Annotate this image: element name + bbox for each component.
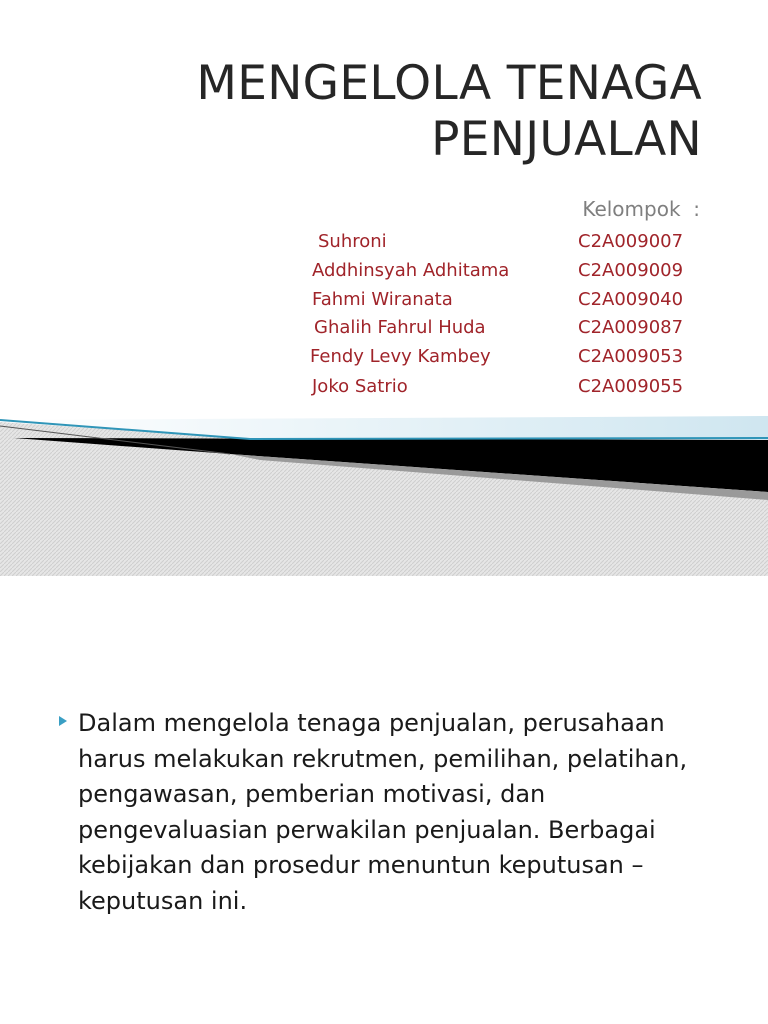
triangle-right-icon bbox=[58, 715, 68, 727]
member-name-3: Fahmi Wiranata bbox=[312, 289, 453, 310]
member-name-1: Suhroni bbox=[318, 231, 387, 252]
bullet-text: Dalam mengelola tenaga penjualan, perusahaan harus melakukan rekrutmen, pemilihan, pelatihan, pengawasan, pemberian motivasi, dan pengevaluasian perwakilan penjualan. Berbagai kebijakan dan prosedur menuntun keputusan – keputusan ini. bbox=[78, 709, 688, 915]
member-id-4: C2A009087 bbox=[578, 317, 684, 338]
member-id-5: C2A009053 bbox=[578, 346, 684, 367]
member-id-2: C2A009009 bbox=[578, 260, 684, 281]
slide-title-line-2: PENJUALAN bbox=[431, 112, 702, 167]
group-label: Kelompok : bbox=[582, 197, 700, 221]
member-id-3: C2A009040 bbox=[578, 289, 684, 310]
member-name-6: Joko Satrio bbox=[312, 376, 408, 397]
member-id-6: C2A009055 bbox=[578, 376, 684, 397]
member-name-5: Fendy Levy Kambey bbox=[310, 346, 491, 367]
slide-title bbox=[62, 56, 702, 168]
member-name-4: Ghalih Fahrul Huda bbox=[314, 317, 486, 338]
member-name-2: Addhinsyah Adhitama bbox=[312, 260, 510, 281]
member-id-1: C2A009007 bbox=[578, 231, 684, 252]
decorative-swoosh-band bbox=[0, 412, 768, 576]
slide-title-line-1: MENGELOLA TENAGA bbox=[196, 56, 702, 111]
